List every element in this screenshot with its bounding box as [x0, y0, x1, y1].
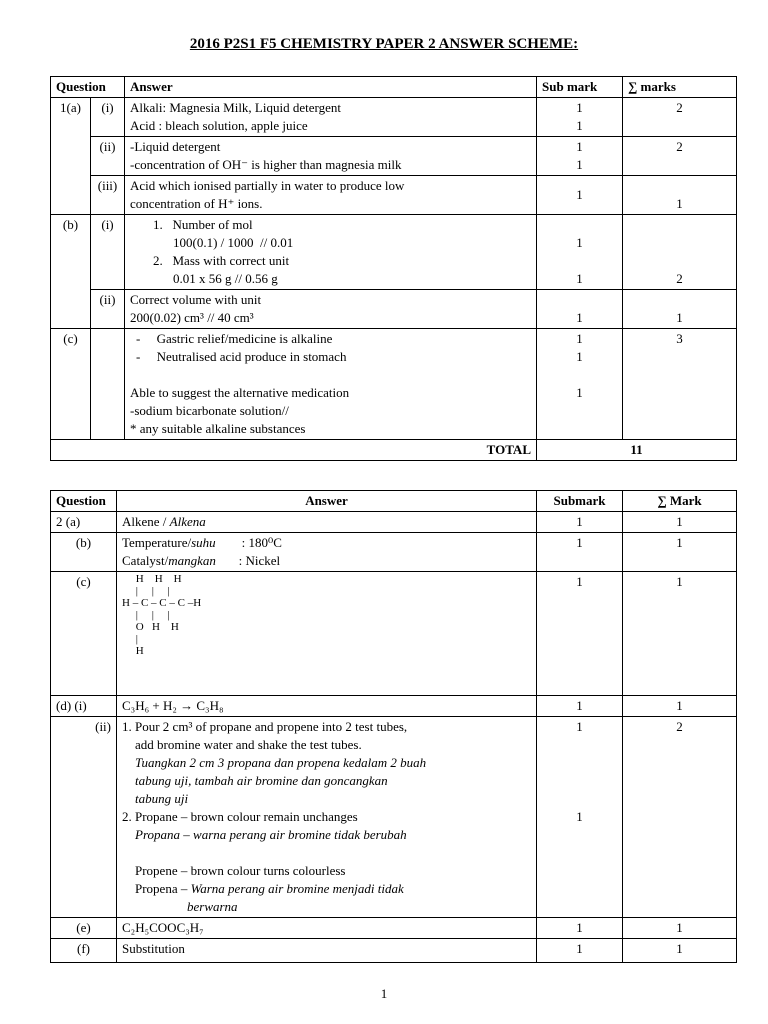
answer-cell: Correct volume with unit 200(0.02) cm³ // 40 cm³	[125, 290, 537, 329]
total-mark-cell: 2	[623, 215, 737, 290]
question-number: (e)	[51, 918, 117, 939]
header-sub-mark: Submark	[537, 491, 623, 512]
sub-mark-cell: 1	[537, 512, 623, 533]
table-row	[51, 533, 737, 572]
table-row	[51, 939, 737, 963]
question-part: (ii)	[91, 137, 125, 176]
answer-cell: Alkali: Magnesia Milk, Liquid detergent Acid : bleach solution, apple juice	[125, 98, 537, 137]
page-number: 1	[380, 986, 388, 1001]
table-row	[51, 329, 737, 440]
question-number: (c)	[51, 329, 91, 440]
question-part: (i)	[91, 98, 125, 137]
answer-cell: -Liquid detergent -concentration of OH⁻ is higher than magnesia milk	[125, 137, 537, 176]
header-answer: Answer	[125, 77, 537, 98]
question-number: (d) (i)	[51, 696, 117, 717]
table-row	[51, 215, 737, 290]
total-label: TOTAL	[51, 440, 537, 461]
sub-mark-cell: 1	[537, 918, 623, 939]
question-number: (f)	[51, 939, 117, 963]
total-mark-cell: 3	[623, 329, 737, 440]
table-row	[51, 98, 737, 137]
answer-cell: C₃H₆ + H₂ → C₃H₈	[117, 696, 537, 717]
table-row	[51, 918, 737, 939]
table-row	[51, 290, 737, 329]
total-mark-cell: 1	[623, 290, 737, 329]
table-row	[51, 176, 737, 215]
answer-cell: C₂H₅COOC₃H₇	[117, 918, 537, 939]
total-mark-cell: 2	[623, 98, 737, 137]
total-value: 11	[537, 440, 737, 461]
table-row	[51, 572, 737, 696]
answer-cell: Substitution	[117, 939, 537, 963]
question-number: 2 (a)	[51, 512, 117, 533]
total-mark-cell: 1	[623, 176, 737, 215]
question-number: (b)	[51, 533, 117, 572]
question-number: (b)	[51, 215, 91, 290]
table-header	[51, 77, 737, 98]
question-number: 1(a)	[51, 98, 91, 137]
answer-table-1	[50, 76, 737, 461]
structural-formula: H H H | | | H – C – C – C –H | | | O H H | H	[122, 573, 202, 657]
total-mark-cell: 1	[623, 533, 737, 572]
table-row	[51, 696, 737, 717]
page-title: 2016 P2S1 F5 CHEMISTRY PAPER 2 ANSWER SCHEME:	[189, 36, 579, 52]
header-total-marks: ∑ Mark	[623, 491, 737, 512]
header-sub-mark: Sub mark	[537, 77, 623, 98]
table-row	[51, 717, 737, 918]
sub-mark-cell: 1 1	[537, 215, 623, 290]
answer-cell: Acid which ionised partially in water to produce low concentration of H⁺ ions.	[125, 176, 537, 215]
sub-mark-cell: 1	[537, 290, 623, 329]
total-mark-cell: 2	[623, 137, 737, 176]
answer-cell: Temperature/suhu : 180⁰C Catalyst/mangkan : Nickel	[117, 533, 537, 572]
sub-mark-cell: 1	[537, 572, 623, 696]
total-mark-cell: 1	[623, 696, 737, 717]
sub-mark-cell: 1 1 1	[537, 329, 623, 440]
question-part: (ii)	[91, 290, 125, 329]
sub-mark-cell: 1 1	[537, 137, 623, 176]
table-row	[51, 512, 737, 533]
answer-cell: - Gastric relief/medicine is alkaline - Neutralised acid produce in stomach Able to suggest the alternative medication -sodium bicarbonate solution// * any suitable alkaline substances	[125, 329, 537, 440]
total-mark-cell: 1	[623, 512, 737, 533]
answer-table-2	[50, 490, 737, 963]
question-number: (c)	[51, 572, 117, 696]
sub-mark-cell: 1	[537, 939, 623, 963]
header-answer: Answer	[117, 491, 537, 512]
answer-cell: 1. Number of mol 100(0.1) / 1000 // 0.01 2. Mass with correct unit 0.01 x 56 g // 0.56 g	[125, 215, 537, 290]
answer-cell: 1. Pour 2 cm³ of propane and propene into 2 test tubes, add bromine water and shake the test tubes. Tuangkan 2 cm 3 propana dan propena kedalam 2 buah tabung uji, tambah air bromine dan goncangkan tabung uji 2. Propane – brown colour remain unchanges Propana – warna perang air bromine tidak berubah Propene – brown colour turns colourless Propena – Warna perang air bromine menjadi tidak berwarna	[117, 717, 537, 918]
question-part: (i)	[91, 215, 125, 290]
total-mark-cell: 1	[623, 939, 737, 963]
header-question: Question	[51, 491, 117, 512]
header-question: Question	[51, 77, 125, 98]
answer-cell	[117, 572, 537, 696]
total-mark-cell: 2	[623, 717, 737, 918]
header-total-marks: ∑ marks	[623, 77, 737, 98]
sub-mark-cell: 1	[537, 696, 623, 717]
sub-mark-cell: 1 1	[537, 98, 623, 137]
sub-mark-cell: 1	[537, 176, 623, 215]
question-part: (ii)	[51, 717, 117, 918]
total-mark-cell: 1	[623, 572, 737, 696]
answer-cell: Alkene / Alkena	[117, 512, 537, 533]
table-header	[51, 491, 737, 512]
total-row	[51, 440, 737, 461]
table-row	[51, 137, 737, 176]
sub-mark-cell: 1	[537, 533, 623, 572]
total-mark-cell: 1	[623, 918, 737, 939]
question-part: (iii)	[91, 176, 125, 215]
sub-mark-cell: 1 1	[537, 717, 623, 918]
